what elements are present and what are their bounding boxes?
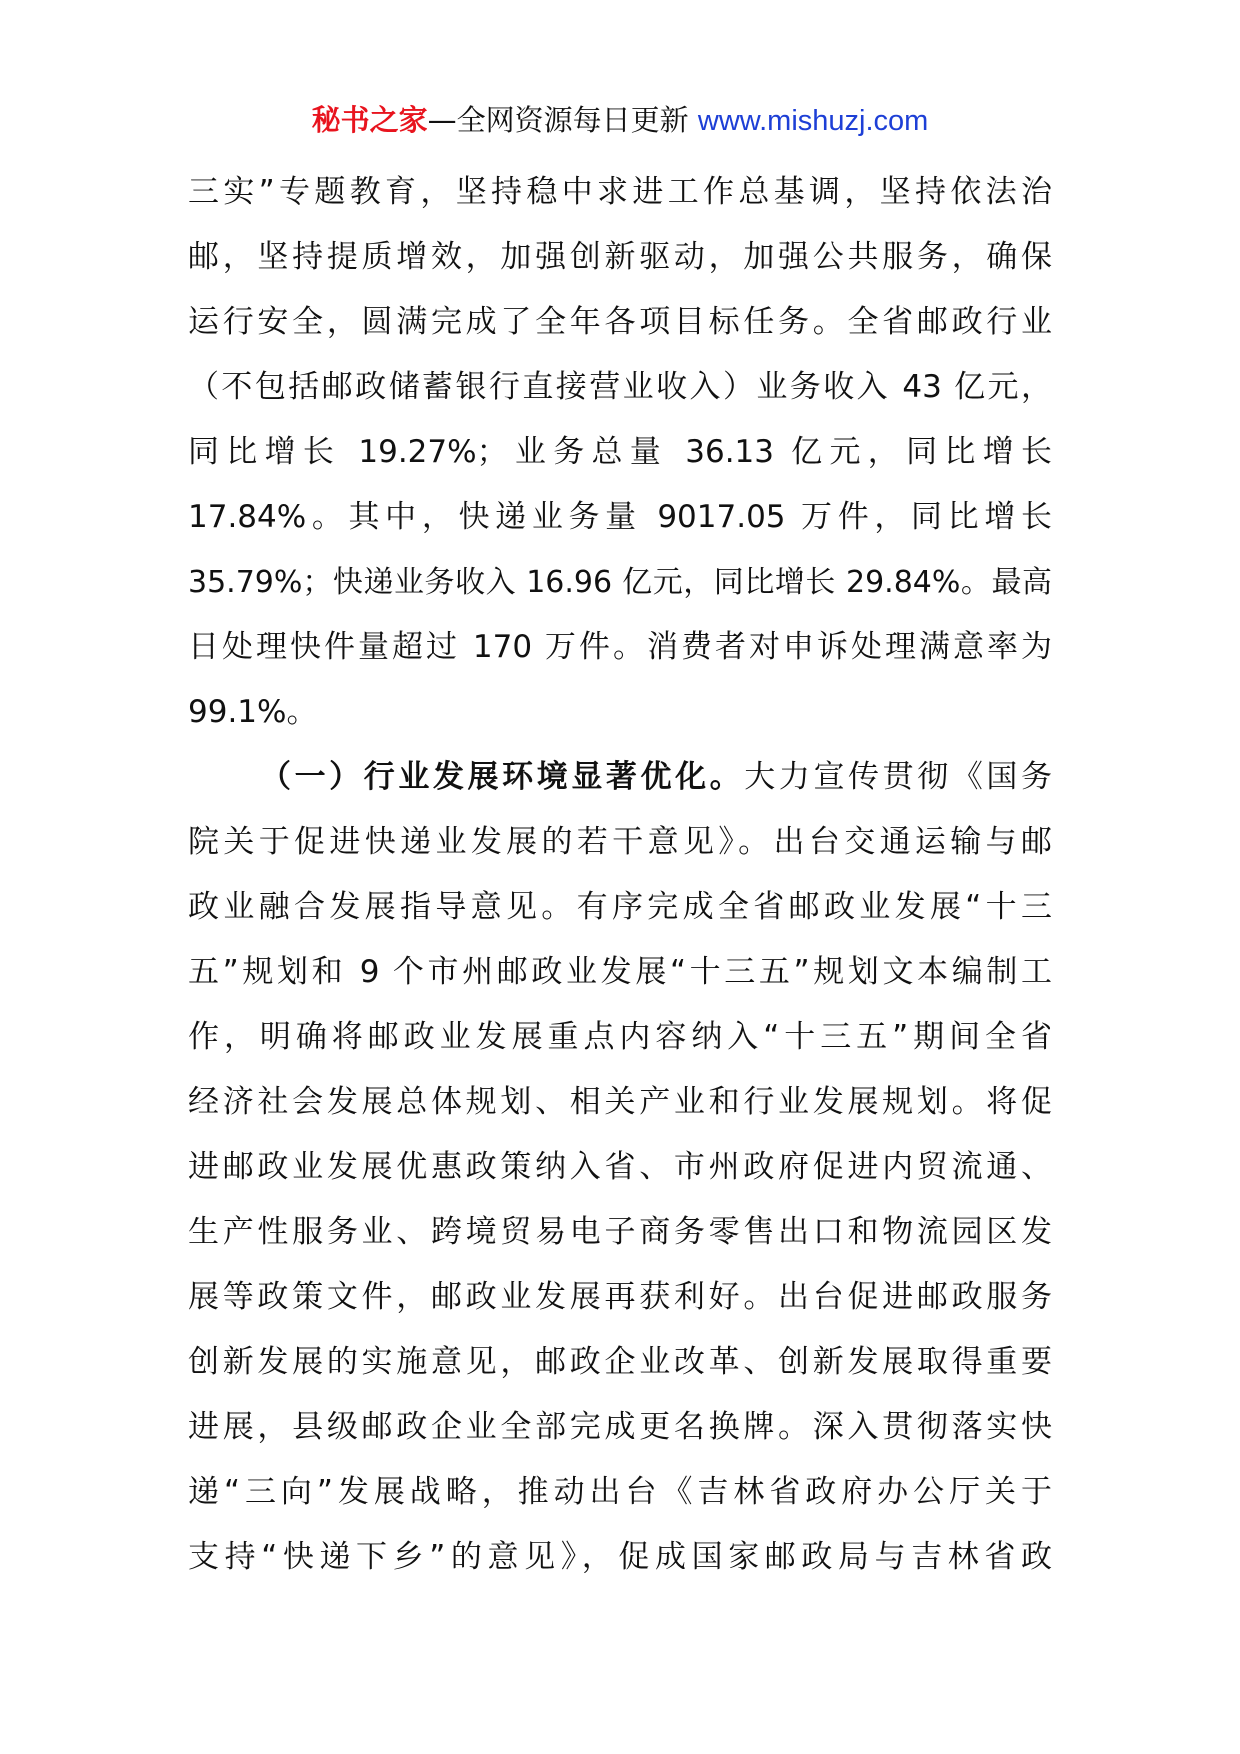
site-header xyxy=(0,100,1240,141)
section-line: 支持“快递下乡”的意见》，促成国家邮政局与吉林省政 xyxy=(188,1539,1052,1575)
brand-name: 秘书之家 xyxy=(311,103,428,137)
section-line: 经济社会发展总体规划、相关产业和行业发展规划。将促 xyxy=(188,1084,1052,1120)
section-line: 创新发展的实施意见，邮政企业改革、创新发展取得重要 xyxy=(188,1344,1052,1380)
section-line: 政业融合发展指导意见。有序完成全省邮政业发展“十三 xyxy=(188,889,1052,925)
body-line: 运行安全，圆满完成了全年各项目标任务。全省邮政行业 xyxy=(188,304,1052,340)
body-line-last: 99.1%。 xyxy=(188,694,318,730)
body-line: 日处理快件量超过 170 万件。消费者对申诉处理满意率为 xyxy=(188,629,1052,665)
body-line: 35.79%；快递业务收入 16.96 亿元，同比增长 29.84%。最高 xyxy=(188,565,1052,600)
body-line: 邮，坚持提质增效，加强创新驱动，加强公共服务，确保 xyxy=(188,239,1052,275)
header-tagline: —全网资源每日更新 xyxy=(427,103,698,137)
section-line: 递“三向”发展战略，推动出台《吉林省政府办公厅关于 xyxy=(188,1474,1052,1510)
body-line: 同比增长 19.27%；业务总量 36.13 亿元，同比增长 xyxy=(188,434,1052,470)
section-line: 进展，县级邮政企业全部完成更名换牌。深入贯彻落实快 xyxy=(188,1409,1052,1445)
section-line: 进邮政业发展优惠政策纳入省、市州政府促进内贸流通、 xyxy=(188,1149,1052,1185)
section-heading: （一）行业发展环境显著优化。 xyxy=(260,759,745,795)
section-line: 展等政策文件，邮政业发展再获利好。出台促进邮政服务 xyxy=(188,1279,1052,1315)
body-line: 三实”专题教育，坚持稳中求进工作总基调，坚持依法治 xyxy=(188,174,1052,210)
section-line: 生产性服务业、跨境贸易电子商务零售出口和物流园区发 xyxy=(188,1214,1052,1250)
document-body xyxy=(188,160,1052,1590)
section-first-line xyxy=(188,745,1052,810)
section-first-line-text: 大力宣传贯彻《国务 xyxy=(744,759,1052,795)
body-line: （不包括邮政储蓄银行直接营业收入）业务收入 43 亿元， xyxy=(188,369,1052,405)
section-line: 五”规划和 9 个市州邮政业发展“十三五”规划文本编制工 xyxy=(188,954,1052,990)
section-line: 院关于促进快递业发展的若干意见》。出台交通运输与邮 xyxy=(188,824,1052,860)
section-line: 作，明确将邮政业发展重点内容纳入“十三五”期间全省 xyxy=(188,1019,1052,1055)
site-url-link[interactable]: www.mishuzj.com xyxy=(697,105,929,137)
body-line: 17.84%。其中，快递业务量 9017.05 万件，同比增长 xyxy=(188,499,1052,535)
